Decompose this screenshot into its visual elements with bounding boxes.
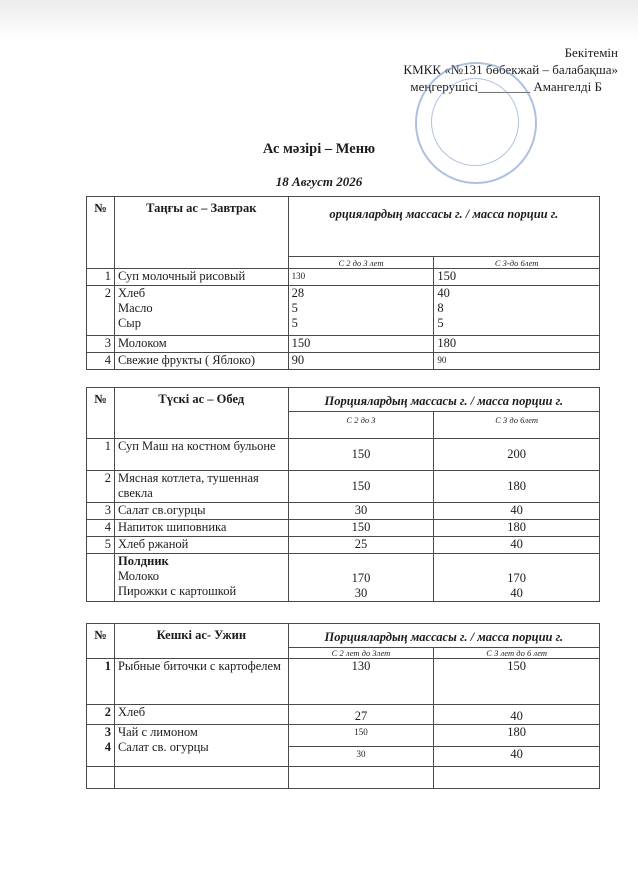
- portion-a: 150: [288, 471, 434, 503]
- portion-a: 30: [288, 747, 434, 767]
- meal-header: Түскі ас – Обед: [114, 388, 288, 439]
- portion-a: 150: [288, 439, 434, 471]
- dish-name: Хлеб ржаной: [114, 537, 288, 554]
- portion-a: 130: [288, 659, 434, 705]
- portion-b: 180: [434, 725, 600, 747]
- dinner-table: [86, 623, 600, 789]
- row-number: 3: [87, 503, 115, 520]
- approval-line-3: меңгерушісі________ Амангелді Б: [410, 79, 602, 94]
- col-age-3-6: С 3-до 6лет: [434, 257, 600, 269]
- table-row: [87, 269, 600, 286]
- scan-artifact: [0, 0, 638, 40]
- portion-b: 90: [434, 353, 600, 370]
- approval-line-2: КМКК «№131 бөбекжай – балабақша»: [403, 62, 618, 77]
- row-number: 1: [87, 269, 115, 286]
- dish-name: Сыр: [117, 316, 141, 330]
- row-number: 1: [87, 659, 115, 705]
- table-row: [87, 286, 600, 336]
- portion-b: 40: [510, 586, 523, 600]
- dish-name: Свежие фрукты ( Яблоко): [114, 353, 288, 370]
- snack-row: [87, 554, 600, 602]
- row-number-group: [87, 725, 115, 767]
- dish-name: Пирожки с картошкой: [117, 584, 237, 598]
- portion-b: 8: [437, 301, 444, 315]
- dish-name: Напиток шиповника: [114, 520, 288, 537]
- menu-date: 18 Август 2026: [275, 174, 363, 189]
- dish-name: Молоком: [114, 336, 288, 353]
- row-number: 2: [87, 286, 115, 336]
- dish-name: Рыбные биточки с картофелем: [114, 659, 288, 705]
- portion-b: 170: [507, 571, 527, 585]
- table-row: [87, 353, 600, 370]
- portion-b: 150: [434, 659, 600, 705]
- portion-a: 170: [351, 571, 371, 585]
- no-header: №: [87, 197, 115, 269]
- dish-name: Молоко: [117, 569, 160, 583]
- portion-b: 180: [434, 520, 600, 537]
- table-row: [87, 520, 600, 537]
- portion-b: 40: [434, 503, 600, 520]
- portion-b: 200: [434, 439, 600, 471]
- breakfast-table: [86, 196, 600, 370]
- dish-name-group: [114, 725, 288, 767]
- portion-header: Порциялардың массасы г. / масса порции г.: [288, 624, 599, 648]
- dish-name: Суп молочный рисовый: [114, 269, 288, 286]
- dish-name: Салат св. огурцы: [117, 740, 209, 754]
- no-header: №: [87, 624, 115, 659]
- empty-row: [87, 767, 600, 789]
- portion-b: 40: [434, 537, 600, 554]
- portion-b: 180: [434, 471, 600, 503]
- portion-b: 180: [434, 336, 600, 353]
- table-row: [87, 705, 600, 725]
- dish-name: Хлеб: [114, 705, 288, 725]
- lunch-table: [86, 387, 600, 602]
- row-number: 2: [87, 471, 115, 503]
- row-number: 5: [87, 537, 115, 554]
- row-number: 4: [87, 520, 115, 537]
- official-stamp: [415, 62, 537, 184]
- row-number: 3: [104, 725, 111, 739]
- portion-a-list: [288, 554, 434, 602]
- no-header: №: [87, 388, 115, 439]
- col-age-2-3: С 2 лет до 3лет: [288, 648, 434, 659]
- portion-a: 5: [291, 316, 298, 330]
- row-number: 2: [87, 705, 115, 725]
- table-row: [87, 725, 600, 747]
- page-title: Ас мәзірі – Меню: [262, 141, 376, 157]
- snack-items: [114, 554, 288, 602]
- portion-b: 40: [434, 705, 600, 725]
- col-age-3-6: С 3 лет до 6 лет: [434, 648, 600, 659]
- portion-a: 25: [288, 537, 434, 554]
- col-age-2-3: С 2 до 3: [288, 412, 434, 439]
- meal-header: Таңғы ас – Завтрак: [114, 197, 288, 269]
- table-row: [87, 471, 600, 503]
- dish-name-list: [114, 286, 288, 336]
- portion-a: 150: [288, 336, 434, 353]
- portion-a: 30: [288, 503, 434, 520]
- row-number: 4: [87, 353, 115, 370]
- portion-header: Порциялардың массасы г. / масса порции г.: [288, 388, 599, 412]
- dish-name: Суп Маш на костном бульоне: [114, 439, 288, 471]
- approval-line-1: Бекітемін: [564, 45, 618, 60]
- dish-name: Салат св.огурцы: [114, 503, 288, 520]
- portion-a: 90: [288, 353, 434, 370]
- dish-name: Масло: [117, 301, 153, 315]
- row-number: 3: [87, 336, 115, 353]
- portion-a: 30: [354, 586, 368, 600]
- portion-b: 150: [434, 269, 600, 286]
- portion-b-list: [434, 286, 600, 336]
- row-number: 1: [87, 439, 115, 471]
- portion-a: 130: [288, 269, 434, 286]
- portion-a: 27: [288, 705, 434, 725]
- portion-a: 5: [291, 301, 298, 315]
- meal-header: Кешкі ас- Ужин: [114, 624, 288, 659]
- portion-a: 150: [288, 520, 434, 537]
- row-number: 4: [104, 740, 111, 754]
- dish-name: Чай с лимоном: [117, 725, 198, 739]
- table-row: [87, 503, 600, 520]
- table-row: [87, 336, 600, 353]
- table-row: [87, 659, 600, 705]
- table-row: [87, 537, 600, 554]
- dish-name: Хлеб: [117, 286, 146, 300]
- table-row: [87, 439, 600, 471]
- col-age-3-6: С 3 до 6лет: [434, 412, 600, 439]
- dish-name: Мясная котлета, тушенная свекла: [114, 471, 288, 503]
- col-age-2-3: С 2 до 3 лет: [288, 257, 434, 269]
- portion-b: 5: [437, 316, 444, 330]
- portion-b-list: [434, 554, 600, 602]
- portion-a-list: [288, 286, 434, 336]
- portion-a: 150: [288, 725, 434, 747]
- portion-header: орциялардың массасы г. / масса порции г.: [288, 197, 599, 257]
- portion-b: 40: [434, 747, 600, 767]
- snack-title: Полдник: [117, 554, 169, 568]
- portion-a: 28: [291, 286, 305, 300]
- portion-b: 40: [437, 286, 450, 300]
